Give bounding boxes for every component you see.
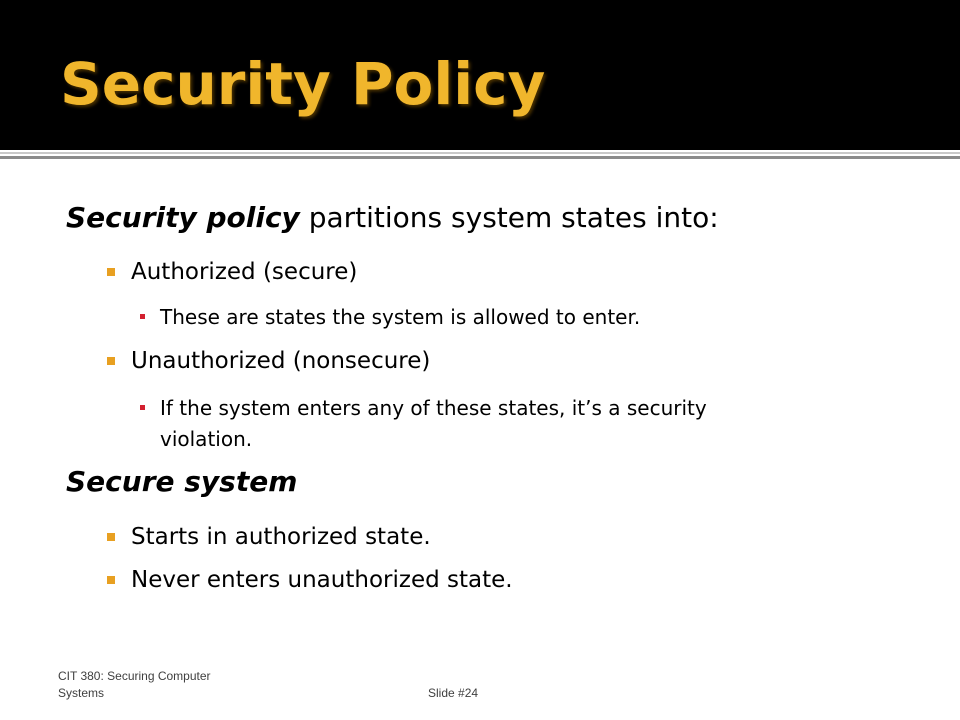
secure-heading — [66, 465, 297, 499]
footer-course-line2: Systems — [58, 686, 105, 700]
secure-heading-emphasis: Secure system — [66, 465, 298, 498]
bullet-icon — [107, 533, 115, 541]
policy-heading — [66, 201, 719, 235]
bullet-starts: Starts in authorized state. — [131, 524, 431, 550]
footer-course-line1: CIT 380: Securing Computer — [58, 669, 211, 683]
note-authorized: These are states the system is allowed to enter. — [160, 305, 641, 329]
bullet-never: Never enters unauthorized state. — [131, 567, 513, 593]
bullet-icon — [107, 357, 115, 365]
sub-bullet-icon — [140, 314, 145, 319]
footer-slide-number: Slide #24 — [428, 686, 479, 700]
note-unauthorized-line2: violation. — [160, 427, 253, 451]
note-unauthorized-line1: If the system enters any of these states, it’s a security — [160, 396, 707, 420]
bullet-unauthorized: Unauthorized (nonsecure) — [131, 348, 431, 374]
bullet-icon — [107, 268, 115, 276]
bullet-icon — [107, 576, 115, 584]
sub-bullet-icon — [140, 405, 145, 410]
bullet-authorized: Authorized (secure) — [131, 259, 358, 285]
policy-heading-emphasis: Security policy — [66, 201, 300, 234]
slide-title: Security Policy — [60, 50, 546, 118]
policy-heading-text: partitions system states into: — [299, 201, 719, 234]
